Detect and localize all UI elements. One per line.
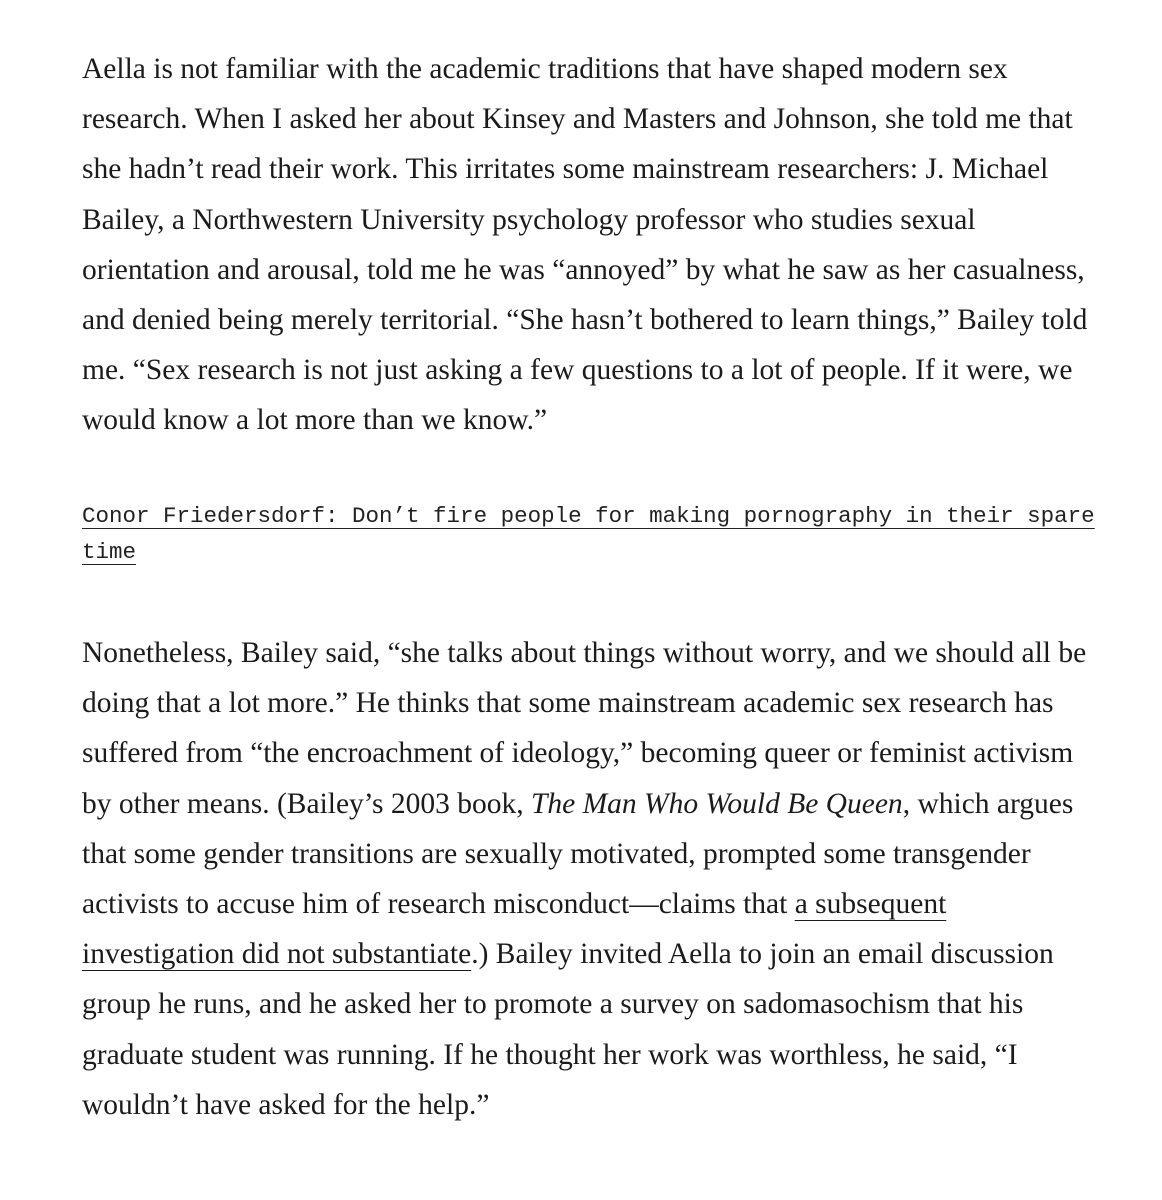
paragraph-2 bbox=[82, 628, 1102, 1130]
related-article-link[interactable]: Conor Friedersdorf: Don’t fire people for making pornography in their spare time bbox=[82, 503, 1095, 565]
paragraph-1: Aella is not familiar with the academic traditions that have shaped modern sex research. When I asked her about Kinsey and Masters and Johnson, she told me that she hadn’t read their work. This irritates some mainstream researchers: J. Michael Bailey, a Northwestern University psychology professor who studies sexual orientation and arousal, told me he was “annoyed” by what he saw as her casualness, and denied being merely territorial. “She hasn’t bothered to learn things,” Bailey told me. “Sex research is not just asking a few questions to a lot of people. If it were, we would know a lot more than we know.” bbox=[82, 53, 1088, 437]
article-body bbox=[82, 44, 1102, 1121]
book-title: The Man Who Would Be Queen bbox=[530, 787, 903, 820]
investigation-link[interactable]: a subsequent investigation did not substantiate bbox=[82, 888, 947, 971]
paragraph-2-text-part-1: Nonetheless, Bailey said, “she talks about things without worry, and we should all be doing that a lot more.” He thinks that some mainstream academic sex research has suffered from “the encroachment of ideology,” becoming queer or feminist activism by other means. (Bailey’s 2003 book, bbox=[82, 637, 1087, 820]
paragraph-2-text-part-3: .) Bailey invited Aella to join an email discussion group he runs, and he asked her to promote a survey on sadomasochism that his graduate student was running. If he thought her work was worthless, he said, “I wouldn’t have asked for the help.” bbox=[82, 938, 1054, 1121]
related-article bbox=[82, 498, 1102, 570]
paragraph-2-text-part-2: , which argues that some gender transitions are sexually motivated, prompted some transgender activists to accuse him of research misconduct—claims that bbox=[82, 787, 1074, 921]
